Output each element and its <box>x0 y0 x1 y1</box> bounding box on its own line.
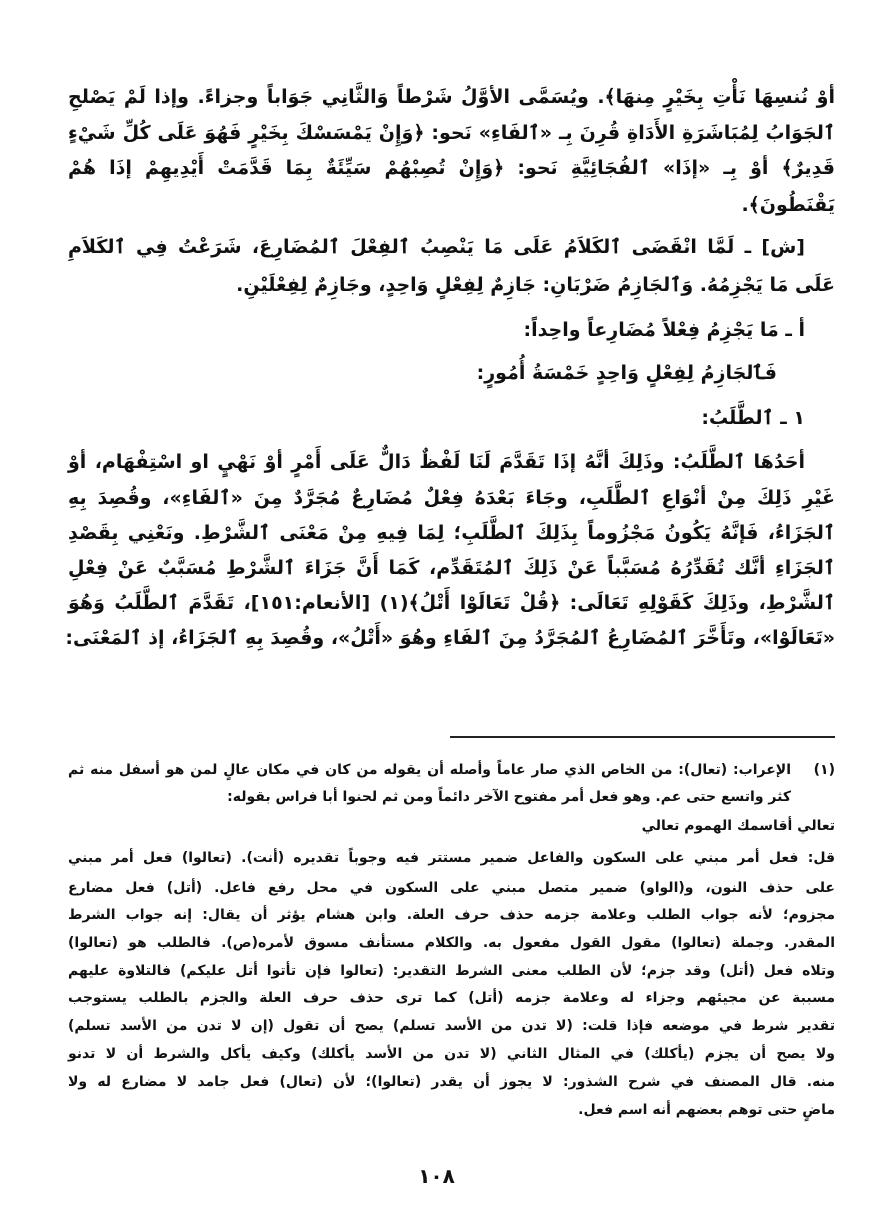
footnote-line: منه. قال المصنف في شرح الشذور: لا يجوز أن يقدر (تعالوا)؛ لأن (تعال) فعل جامد لا مضارع له ولا <box>68 1074 835 1090</box>
text-line: يَقْنَطُونَ﴾. <box>741 194 835 216</box>
text-line: غَيْرِ ذَلِكَ مِنْ أنْوَاعِ ٱلطَّلَبِ، وجَاءَ بَعْدَهُ فِعْلٌ مُضَارِعٌ مُجَرَّدٌ مِنَ «ٱلفَاءِ»، وقُصِدَ بِهِ <box>68 487 835 509</box>
footnote-line: قل: فعل أمر مبني على السكون والفاعل ضمير مستتر فيه وجوباً تقديره (أنت). (تعالوا) فعل أمر مبني <box>68 850 835 866</box>
text-line: أحَدُهَا ٱلطَّلَبُ: وذَلِكَ أنَّهُ إذَا تَقَدَّمَ لَنَا لَفْظٌ دَالٌّ عَلَى أَمْرٍ أوْ نَهْيٍ او اسْتِفْهَام، أوْ <box>68 451 805 473</box>
text-line: أوْ نُنسِهَا نَأْتِ بِخَيْرٍ مِنهَا﴾. ويُسَمَّى الأوَّلُ شَرْطاً وَالثَّانِي جَوَاباً وجزاءً. وإذا لَمْ يَصْلحِ <box>68 86 835 108</box>
footnote-separator <box>450 736 835 738</box>
section-heading: أ ـ مَا يَجْزِمُ فِعْلاً مُضَارِعاً واحِداً: <box>523 319 805 341</box>
footnote-line: الإعراب: (تعال): من الخاص الذي صار عاماً وأصله أن يقوله من كان في مكان عالٍ لمن هو أسفل منه ثم <box>68 762 791 778</box>
text-line: قَدِيرٌ﴾ أوْ بِـ «إذَا» ٱلفُجَائِيَّةِ نَحو: ﴿وَإِنْ تُصِبْهُمْ سَيِّئَةٌ بِمَا قَدَّمَتْ أَيْدِيهِمْ إذَا هُمْ <box>68 157 835 179</box>
footnote-line: ماضٍ حتى توهم بعضهم أنه اسم فعل. <box>578 1102 835 1118</box>
text-line: ٱلجَزَاءِ أنَّك تُقَدِّرُهُ مُسَبَّباً عَنْ ذَلِكَ ٱلمُتَقَدِّم، كَمَا أَنَّ جَزَاءَ ٱلشَّرْطِ مُسَبَّبٌ عَنْ فِعْلِ <box>68 557 835 579</box>
footnote-line: مسببة عن مجيئهم وجزاء له وعلامة جزمه (أتل) كما ترى حذف حرف العلة والجزم بالطلب يستوجب <box>68 990 835 1006</box>
text-line: ٱلجَزَاءُ، فَإنَّهُ يَكُونُ مَجْزُوماً بِذَلِكَ ٱلطَّلَبِ؛ لِمَا فِيهِ مِنْ مَعْنَى ٱلشَّرْطِ. ونَعْنِي بِقَصْدِ <box>68 522 835 544</box>
text-line: ٱلشَّرْطِ، وذَلِكَ كَقَوْلِهِ تَعَالَى: ﴿قُلْ تَعَالَوْا أَتْلُ﴾(١) [الأنعام:١٥١]، تَقَدَّمَ ٱلطَّلَبُ وَهُوَ <box>68 592 835 614</box>
footnote-line: على حذف النون، و(الواو) ضمير متصل مبني على السكون في محل رفع فاعل. (أتل) فعل مضارع <box>68 880 835 896</box>
footnote-line: وتلاه فعل (أتل) وقد جزم؛ لأن الطلب معنى الشرط التقدير: (تعالوا فإن تأتوا أتل عليكم) فالتلاوة عليهم <box>68 963 835 979</box>
page-number: ١٠٨ <box>418 1164 455 1188</box>
footnote-line: كثر واتسع حتى عم. وهو فعل أمر مفتوح الآخر دائماً ومن ثم لحنوا أبا فراس بقوله: <box>227 789 791 805</box>
text-line: فَٱلجَازِمُ لِفِعْلٍ وَاحِدٍ خَمْسَةُ أُمُورٍ: <box>476 362 777 384</box>
subsection-heading: ١ ـ ٱلطَّلَبُ: <box>701 407 805 429</box>
footnote-verse: تعالي أقاسمك الهموم تعالي <box>641 818 835 834</box>
text-line: [ش] ـ لَمَّا انْقَضَى ٱلكَلاَمُ عَلَى مَا يَنْصِبُ ٱلفِعْلَ ٱلمُضَارِعَ، شَرَعْتُ فِي ٱلكَلاَمِ <box>68 236 805 258</box>
footnote-number: (١) <box>813 762 835 778</box>
footnote-line: مجزوم؛ لأنه جواب الطلب وعلامة جزمه حذف حرف العلة. وابن هشام يؤثر أن يقال: إنه جواب الشرط <box>68 907 835 923</box>
text-line: عَلَى مَا يَجْزِمُهُ. وَٱلجَازِمُ ضَرْبَانِ: جَازِمٌ لِفِعْلٍ وَاحِدٍ، وجَازِمٌ لِفِعْلَيْنِ. <box>236 274 835 296</box>
footnote-line: تقدير شرط في موضعه فإذا قلت: (لا تدن من الأسد تسلم) يصح أن تقول (إن لا تدن من الأسد تسلم) <box>68 1018 835 1034</box>
text-line: ٱلجَوَابُ لِمُبَاشَرَةِ الأَدَاةِ قُرِنَ بِـ «ٱلفَاءِ» نَحو: ﴿وَإِنْ يَمْسَسْكَ بِخَيْرٍ فَهُوَ عَلَى كُلِّ شَيْءٍ <box>68 122 835 144</box>
text-line: «تَعَالَوْا»، وتَأَخَّرَ ٱلمُضَارِعُ ٱلمُجَرَّدُ مِنَ ٱلفَاءِ وهُوَ «أَتْلُ»، وقُصِدَ بِهِ ٱلجَزَاءُ، إذ ٱلمَعْنَى: <box>65 627 835 649</box>
footnote-line: المقدر. وجملة (تعالوا) مقول القول مفعول به. والكلام مستأنف مسوق لأمره(ص). فالطلب هو (تعالوا) <box>68 935 835 951</box>
footnote-line: ولا يصح أن يجزم (يأكلك) في المثال الثاني (لا تدن من الأسد يأكلك) وكيف يأكل والشرط أن لا تدنو <box>68 1046 835 1062</box>
